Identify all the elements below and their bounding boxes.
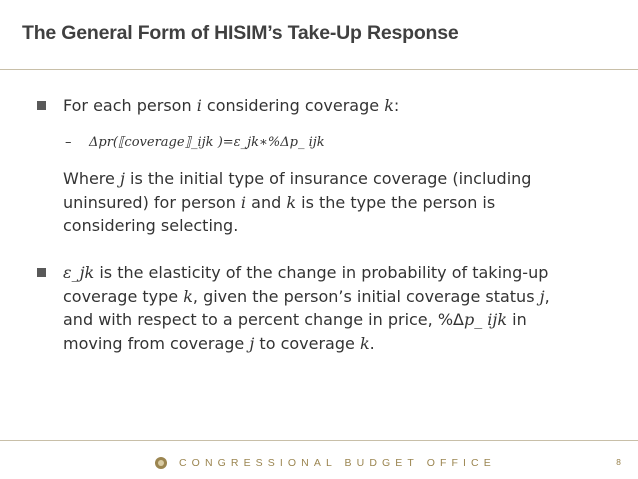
where-paragraph bbox=[63, 167, 531, 238]
bullet-1-text: For each person i considering coverage k: bbox=[63, 96, 400, 115]
where-line-3: considering selecting. bbox=[63, 216, 239, 235]
bullet-2-line-2: coverage type k, given the person’s initial coverage status j, bbox=[63, 286, 550, 306]
bullet-square-icon bbox=[37, 101, 46, 110]
bullet-2-line-3: and with respect to a percent change in price, %Δp_ ijk in bbox=[63, 310, 527, 329]
where-line-2: uninsured) for person i and k is the type the person is bbox=[63, 192, 496, 212]
bullet-2-line-1: ε_jk is the elasticity of the change in probability of taking-up bbox=[63, 263, 549, 282]
formula-text: Δpr(⟦coverage⟧_ijk )=ε_jk∗%Δp_ ijk bbox=[89, 135, 325, 150]
bullet-square-icon bbox=[37, 268, 46, 277]
bullet-2-line-4: moving from coverage j to coverage k. bbox=[63, 333, 375, 353]
footer bbox=[155, 457, 496, 469]
footer-org-name: CONGRESSIONAL BUDGET OFFICE bbox=[179, 457, 496, 469]
title-divider bbox=[0, 69, 638, 70]
sub-bullet-dash: – bbox=[65, 135, 72, 150]
bullet-2-text bbox=[63, 261, 550, 355]
slide-title: The General Form of HISIM’s Take-Up Response bbox=[22, 22, 459, 44]
footer-divider bbox=[0, 440, 638, 441]
cbo-seal-icon bbox=[155, 457, 167, 469]
page-number: 8 bbox=[616, 458, 622, 467]
where-line-1: Where j is the initial type of insurance coverage (including bbox=[63, 169, 532, 188]
